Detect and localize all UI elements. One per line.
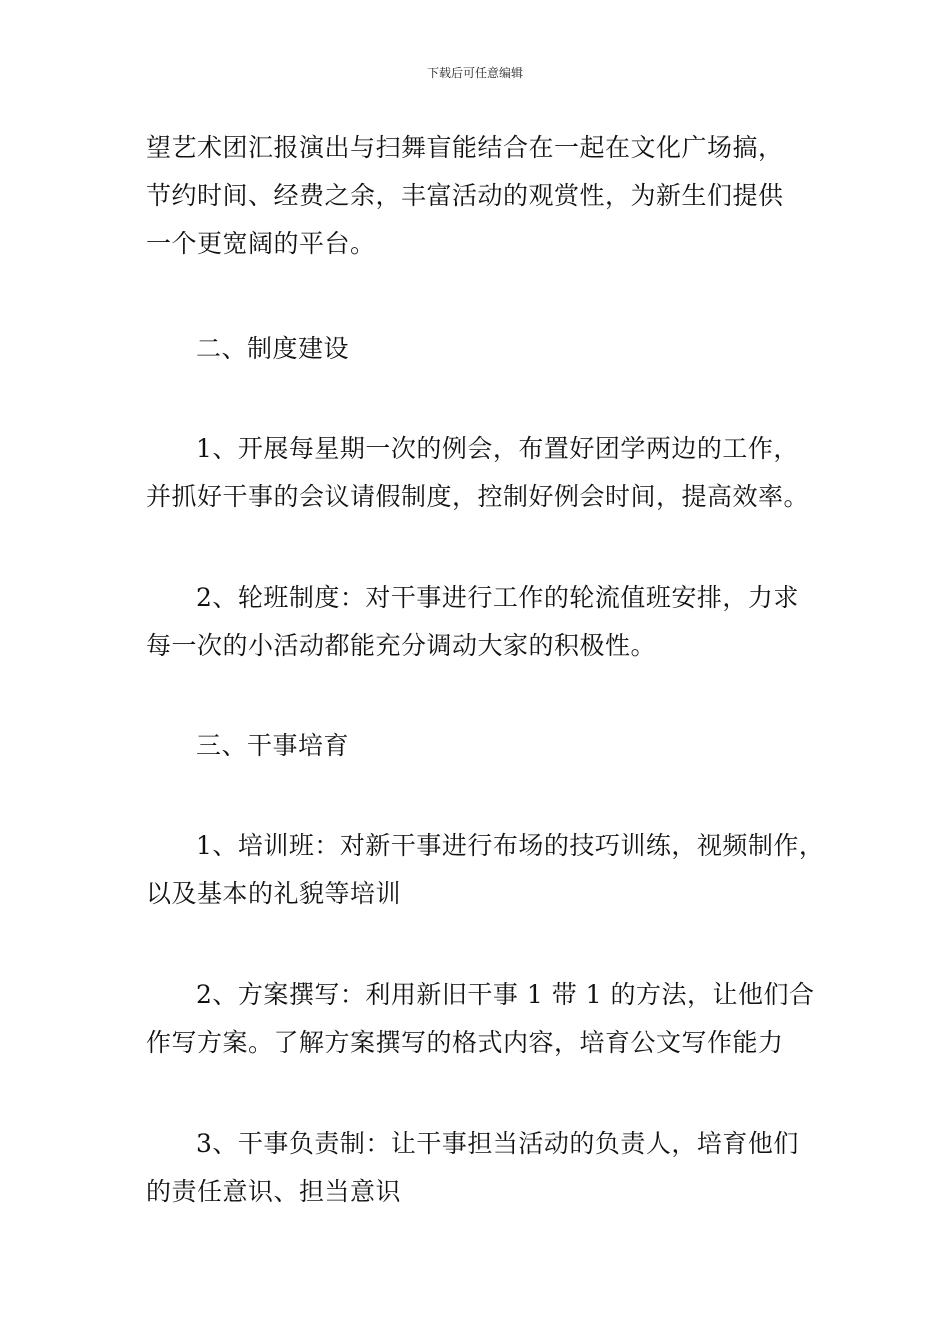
heading-text: 三、干事培育 — [196, 731, 350, 760]
paragraph-rotation-system — [146, 574, 816, 670]
heading-text: 二、制度建设 — [196, 334, 350, 363]
text-line: 2、轮班制度：对干事进行工作的轮流值班安排，力求 — [196, 583, 799, 612]
paragraph-intro-continuation — [146, 124, 816, 268]
section-heading-institution-building — [146, 325, 816, 373]
paragraph-proposal-writing — [146, 971, 816, 1067]
page-header-note: 下载后可任意编辑 — [426, 66, 523, 80]
text-line: 并抓好干事的会议请假制度，控制好例会时间，提高效率。 — [146, 482, 810, 511]
text-line: 节约时间、经费之余，丰富活动的观赏性，为新生们提供 — [146, 181, 784, 210]
text-line: 作写方案。了解方案撰写的格式内容，培育公文写作能力 — [146, 1028, 784, 1057]
text-line: 一个更宽阔的平台。 — [146, 229, 376, 258]
paragraph-responsibility-system — [146, 1120, 816, 1216]
text-line: 1、培训班：对新干事进行布场的技巧训练，视频制作， — [196, 831, 825, 860]
text-line: 以及基本的礼貌等培训 — [146, 879, 402, 908]
text-line: 每一次的小活动都能充分调动大家的积极性。 — [146, 631, 657, 660]
text-line: 2、方案撰写：利用新旧干事 1 带 1 的方法，让他们合 — [196, 980, 815, 1009]
text-line: 1、开展每星期一次的例会，布置好团学两边的工作， — [196, 434, 799, 463]
text-line: 望艺术团汇报演出与扫舞盲能结合在一起在文化广场搞， — [146, 133, 784, 162]
paragraph-training-class — [146, 822, 825, 918]
text-line: 的责任意识、担当意识 — [146, 1177, 402, 1206]
text-line: 3、干事负责制：让干事担当活动的负责人，培育他们 — [196, 1129, 799, 1158]
section-heading-staff-training — [146, 722, 816, 770]
paragraph-weekly-meeting — [146, 425, 816, 521]
